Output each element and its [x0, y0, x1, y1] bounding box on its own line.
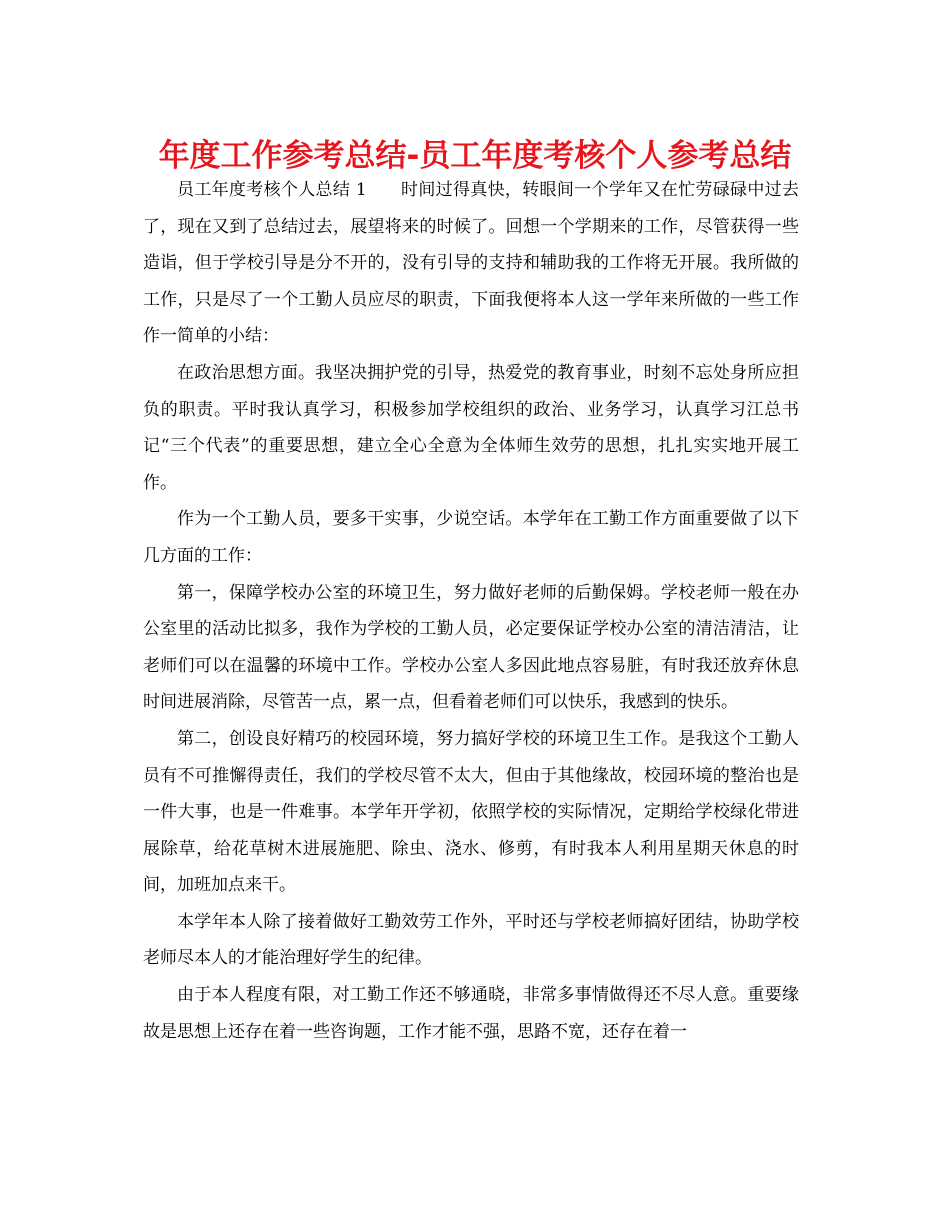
document-body	[143, 172, 799, 1050]
paragraph-1	[143, 172, 799, 355]
paragraph-3: 作为一个工勤人员，要多干实事，少说空话。本学年在工勤工作方面重要做了以下几方面的工作：	[143, 509, 799, 566]
paragraph-5: 第二，创设良好精巧的校园环境，努力搞好学校的环境卫生工作。是我这个工勤人员有不可推懈得责任，我们的学校尽管不太大，但由于其他缘故，校园环境的整治也是一件大事，也是一件难事。本学年开学初，依照学校的实际情况，定期给学校绿化带进展除草，给花草树木进展施肥、除虫、浇水、修剪，有时我本人利用星期天休息的时间，加班加点来干。	[143, 728, 799, 896]
paragraph-7: 由于本人程度有限，对工勤工作还不够通晓，非常多事情做得还不尽人意。重要缘故是思想上还存在着一些咨询题，工作才能不强，思路不宽，还存在着一	[143, 985, 799, 1042]
paragraph-6: 本学年本人除了接着做好工勤效劳工作外，平时还与学校老师搞好团结，协助学校老师尽本人的才能治理好学生的纪律。	[143, 911, 799, 969]
document-title: 年度工作参考总结-员工年度考核个人参考总结	[158, 138, 792, 174]
paragraph-2: 在政治思想方面。我坚决拥护党的引导，热爱党的教育事业，时刻不忘处身所应担负的职责。平时我认真学习，积极参加学校组织的政治、业务学习，认真学习江总书记“三个代表”的重要思想，建立全心全意为全体师生效劳的思想，扎扎实实地开展工作。	[143, 362, 799, 493]
paragraph-1-text: 时间过得真快，转眼间一个学年又在忙劳碌碌中过去了，现在又到了总结过去，展望将来的时候了。回想一个学期来的工作，尽管获得一些造诣，但于学校引导是分不开的，没有引导的支持和辅助我的工作将无开展。我所做的工作，只是尽了一个工勤人员应尽的职责，下面我便将本人这一学年来所做的一些工作作一简单的小结：	[143, 180, 799, 347]
paragraph-4: 第一，保障学校办公室的环境卫生，努力做好老师的后勤保姆。学校老师一般在办公室里的活动比拟多，我作为学校的工勤人员，必定要保证学校办公室的清洁清洁，让老师们可以在温馨的环境中工作。学校办公室人多因此地点容易脏，有时我还放弃休息时间进展消除，尽管苦一点，累一点，但看着老师们可以快乐，我感到的快乐。	[143, 582, 799, 713]
paragraph-1-lead: 员工年度考核个人总结 1	[177, 180, 367, 200]
